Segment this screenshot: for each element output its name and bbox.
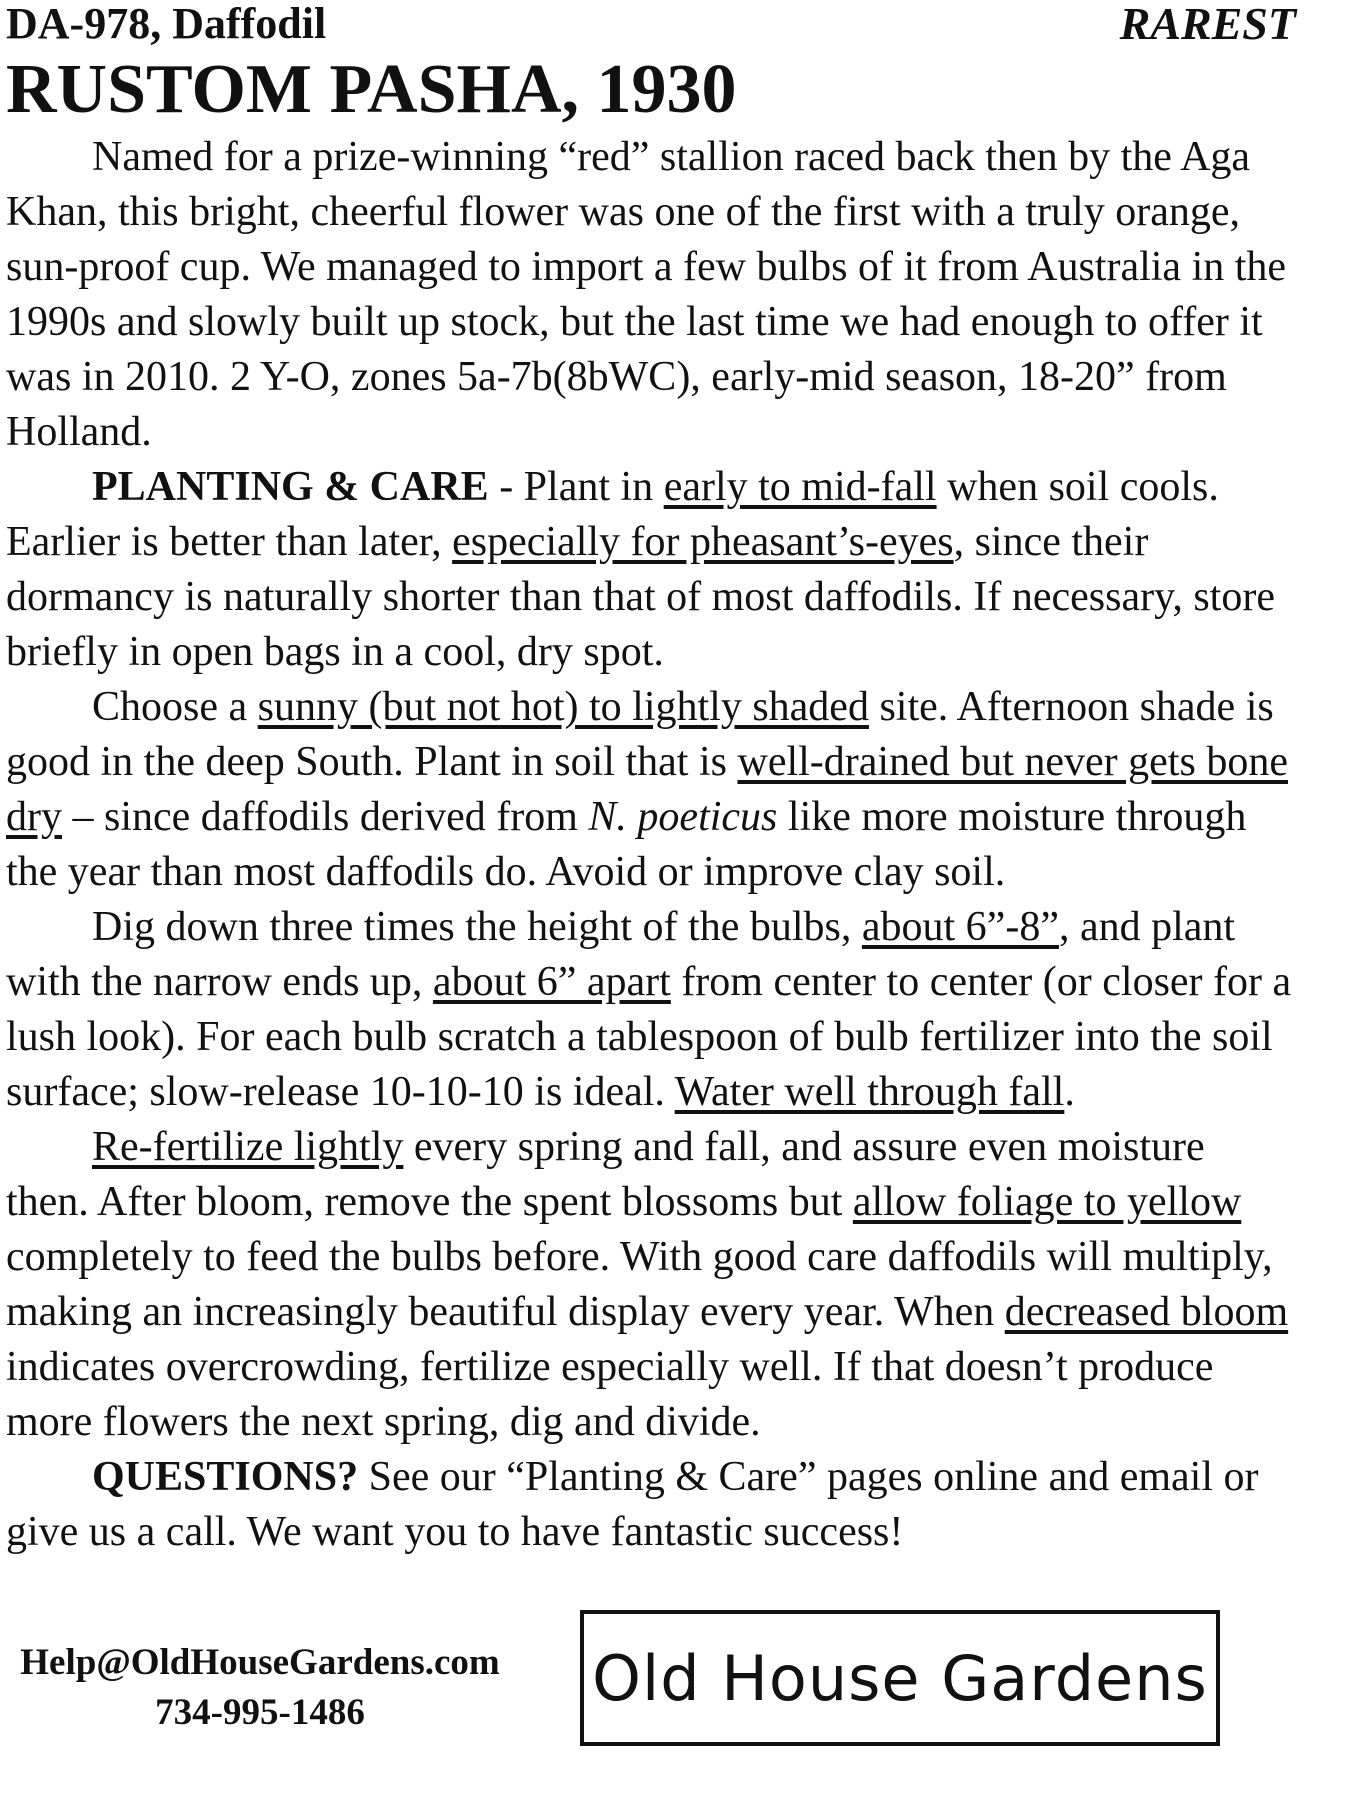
contact-email[interactable]: Help@OldHouseGardens.com (20, 1642, 500, 1683)
contact-info (10, 1638, 510, 1738)
site-text-4: like more moisture through the year than most daffodils do. Avoid or improve clay soil. (6, 794, 1247, 895)
digging-text-4: . (1064, 1069, 1075, 1115)
planting-depth-emphasis: about 6”-8” (861, 904, 1059, 950)
site-text-1: Choose a (92, 684, 258, 730)
product-code: DA-978, Daffodil (6, 0, 327, 48)
digging-text-1: Dig down three times the height of the bulbs, (92, 904, 862, 950)
site-text-2: site. Afternoon shade is good in the deep South. Plant in soil that is (6, 684, 1274, 785)
contact-phone: 734-995-1486 (155, 1692, 365, 1733)
digging-text-3: from center to center (or closer for a lush look). For each bulb scratch a tablespoon of bulb fertilizer into the soil surface; slow-release 10-10-10 is ideal. (6, 959, 1292, 1115)
watering-emphasis: Water well through fall (674, 1069, 1065, 1115)
aftercare-text-1: every spring and fall, and assure even moisture then. After bloom, remove the spent blossoms but (6, 1124, 1205, 1225)
site-text-3: – since daffodils derived from (62, 794, 589, 840)
pheasants-eyes-emphasis: especially for pheasant’s-eyes (452, 519, 954, 565)
aftercare-paragraph (6, 1120, 1296, 1450)
decreased-bloom-emphasis: decreased bloom (1004, 1289, 1289, 1335)
site-paragraph (6, 680, 1296, 900)
questions-text: See our “Planting & Care” pages online and email or give us a call. We want you to have fantastic success! (6, 1454, 1259, 1555)
foliage-emphasis: allow foliage to yellow (852, 1179, 1242, 1225)
brand-logo (580, 1610, 1220, 1746)
refertilize-emphasis: Re-fertilize lightly (92, 1124, 404, 1170)
spacing-emphasis: about 6” apart (432, 959, 671, 1005)
planting-text-2: when soil cools. Earlier is better than later, (6, 464, 1219, 565)
plant-label-sheet (6, 0, 1296, 1560)
aftercare-text-2: completely to feed the bulbs before. With good care daffodils will multiply, making an increasingly beautiful display every year. When (6, 1234, 1273, 1335)
intro-paragraph (6, 130, 1296, 460)
footer (0, 1610, 1350, 1760)
description-body (6, 130, 1296, 1560)
page-title: RUSTOM PASHA, 1930 (6, 51, 737, 128)
digging-paragraph (6, 900, 1296, 1120)
planting-time-emphasis: early to mid-fall (663, 464, 937, 510)
digging-text-2: , and plant with the narrow ends up, (6, 904, 1236, 1005)
planting-care-heading: PLANTING & CARE (92, 464, 489, 510)
sun-exposure-emphasis: sunny (but not hot) to lightly shaded (257, 684, 869, 730)
rarity-badge: RAREST (1119, 0, 1296, 49)
species-name: N. poeticus (588, 794, 778, 840)
aftercare-text-3: indicates overcrowding, fertilize especially well. If that doesn’t produce more flowers the next spring, dig and divide. (6, 1344, 1214, 1445)
soil-drainage-emphasis: well-drained but never gets bone dry (6, 739, 1288, 840)
planting-text-3: , since their dormancy is naturally shorter than that of most daffodils. If necessary, store briefly in open bags in a cool, dry spot. (6, 519, 1275, 675)
questions-heading: QUESTIONS? (92, 1454, 359, 1500)
brand-logo-text: Old House Gardens (592, 1641, 1208, 1715)
questions-paragraph (6, 1450, 1296, 1560)
intro-text: Named for a prize-winning “red” stallion raced back then by the Aga Khan, this bright, cheerful flower was one of the first with a truly orange, sun-proof cup. We managed to import a few bulbs of it from Australia in the 1990s and slowly built up stock, but the last time we had enough to offer it was in 2010. 2 Y-O, zones 5a-7b(8bWC), early-mid season, 18-20” from Holland. (6, 134, 1287, 455)
planting-text-1: - Plant in (488, 464, 664, 510)
header (6, 0, 1296, 49)
planting-care-paragraph (6, 460, 1296, 680)
